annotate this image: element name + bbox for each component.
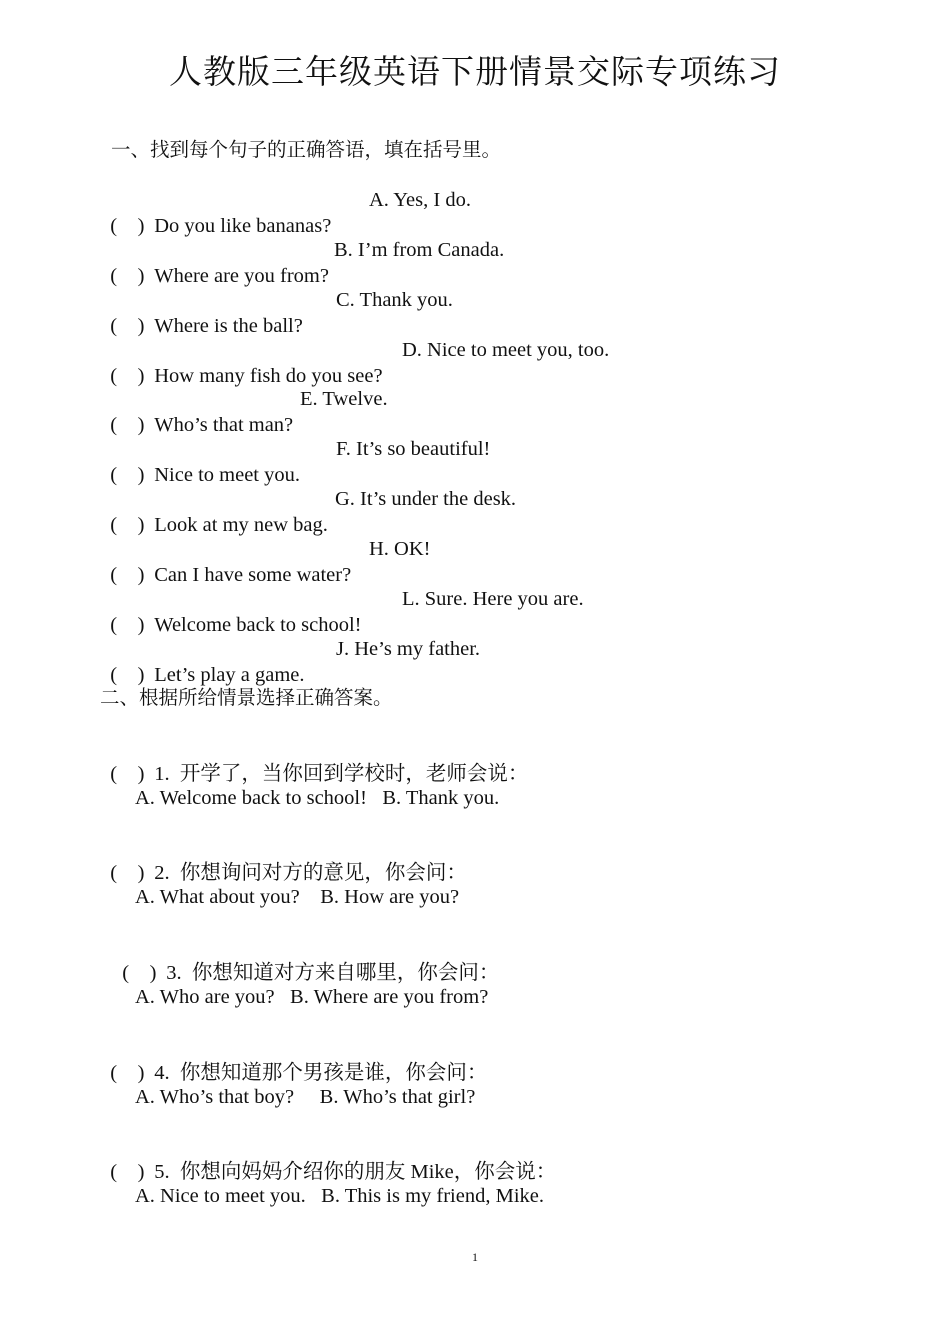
answer-option: C. Thank you. (336, 289, 453, 311)
page-number: 1 (472, 1250, 478, 1264)
section1-heading: 一、找到每个句子的正确答语，填在括号里。 (111, 138, 502, 161)
question-text: Welcome back to school! (154, 614, 362, 636)
answer-option: J. He’s my father. (336, 638, 481, 660)
match-row (100, 486, 328, 538)
match-row (100, 436, 300, 488)
choice-question (100, 834, 467, 886)
match-row (100, 536, 351, 588)
choice-options: A. Nice to meet you. B. This is my friend, Mike. (135, 1185, 544, 1207)
answer-blank[interactable]: ( ) (110, 763, 145, 785)
question-text: 2. 你想询问对方的意见，你会问： (154, 862, 467, 884)
answer-blank[interactable]: ( ) (110, 1161, 145, 1183)
answer-option: E. Twelve. (300, 388, 388, 410)
match-row (100, 187, 331, 239)
page-title: 人教版三年级英语下册情景交际专项练习 (169, 52, 781, 91)
answer-blank[interactable]: ( ) (110, 862, 145, 884)
answer-blank[interactable]: ( ) (110, 414, 145, 436)
answer-blank[interactable]: ( ) (110, 514, 145, 536)
answer-blank[interactable]: ( ) (110, 614, 145, 636)
answer-blank[interactable]: ( ) (110, 265, 145, 287)
match-row (100, 636, 305, 688)
answer-blank[interactable]: ( ) (110, 664, 145, 686)
answer-blank[interactable]: ( ) (110, 365, 145, 387)
answer-blank[interactable]: ( ) (110, 1062, 145, 1084)
match-row (100, 287, 303, 339)
question-text: Where is the ball? (154, 315, 303, 337)
match-row (100, 237, 329, 289)
question-text: Can I have some water? (154, 564, 352, 586)
choice-options: A. Who are you? B. Where are you from? (135, 986, 489, 1008)
answer-option: A. Yes, I do. (369, 189, 471, 211)
answer-option: D. Nice to meet you, too. (402, 339, 610, 361)
choice-question (100, 1034, 487, 1086)
match-row (100, 337, 383, 389)
choice-options: A. Welcome back to school! B. Thank you. (135, 787, 500, 809)
question-text: Nice to meet you. (154, 464, 300, 486)
section2-heading: 二、根据所给情景选择正确答案。 (100, 686, 393, 709)
answer-blank[interactable]: ( ) (110, 564, 145, 586)
question-text: 1. 开学了，当你回到学校时，老师会说： (154, 763, 529, 785)
choice-question (100, 735, 528, 787)
answer-option: B. I’m from Canada. (334, 239, 505, 261)
answer-blank[interactable]: ( ) (110, 464, 145, 486)
answer-blank[interactable]: ( ) (110, 315, 145, 337)
answer-option: F. It’s so beautiful! (336, 438, 491, 460)
question-text: Look at my new bag. (154, 514, 328, 536)
question-text: 3. 你想知道对方来自哪里，你会问： (166, 962, 500, 984)
match-row (100, 386, 293, 438)
answer-blank[interactable]: ( ) (122, 962, 157, 984)
question-text: Do you like bananas? (154, 215, 332, 237)
question-text: 4. 你想知道那个男孩是谁，你会问： (154, 1062, 488, 1084)
answer-option: L. Sure. Here you are. (402, 588, 584, 610)
question-text: Who’s that man? (154, 414, 294, 436)
question-text: 5. 你想向妈妈介绍你的朋友 Mike，你会说： (154, 1161, 557, 1183)
question-text: Where are you from? (154, 265, 329, 287)
choice-question (100, 1133, 556, 1185)
answer-blank[interactable]: ( ) (110, 215, 145, 237)
answer-option: G. It’s under the desk. (335, 488, 517, 510)
choice-options: A. What about you? B. How are you? (135, 886, 460, 908)
question-text: Let’s play a game. (154, 664, 305, 686)
answer-option: H. OK! (369, 538, 431, 560)
question-text: How many fish do you see? (154, 365, 383, 387)
choice-options: A. Who’s that boy? B. Who’s that girl? (135, 1086, 476, 1108)
choice-question (112, 934, 499, 986)
match-row (100, 586, 362, 638)
